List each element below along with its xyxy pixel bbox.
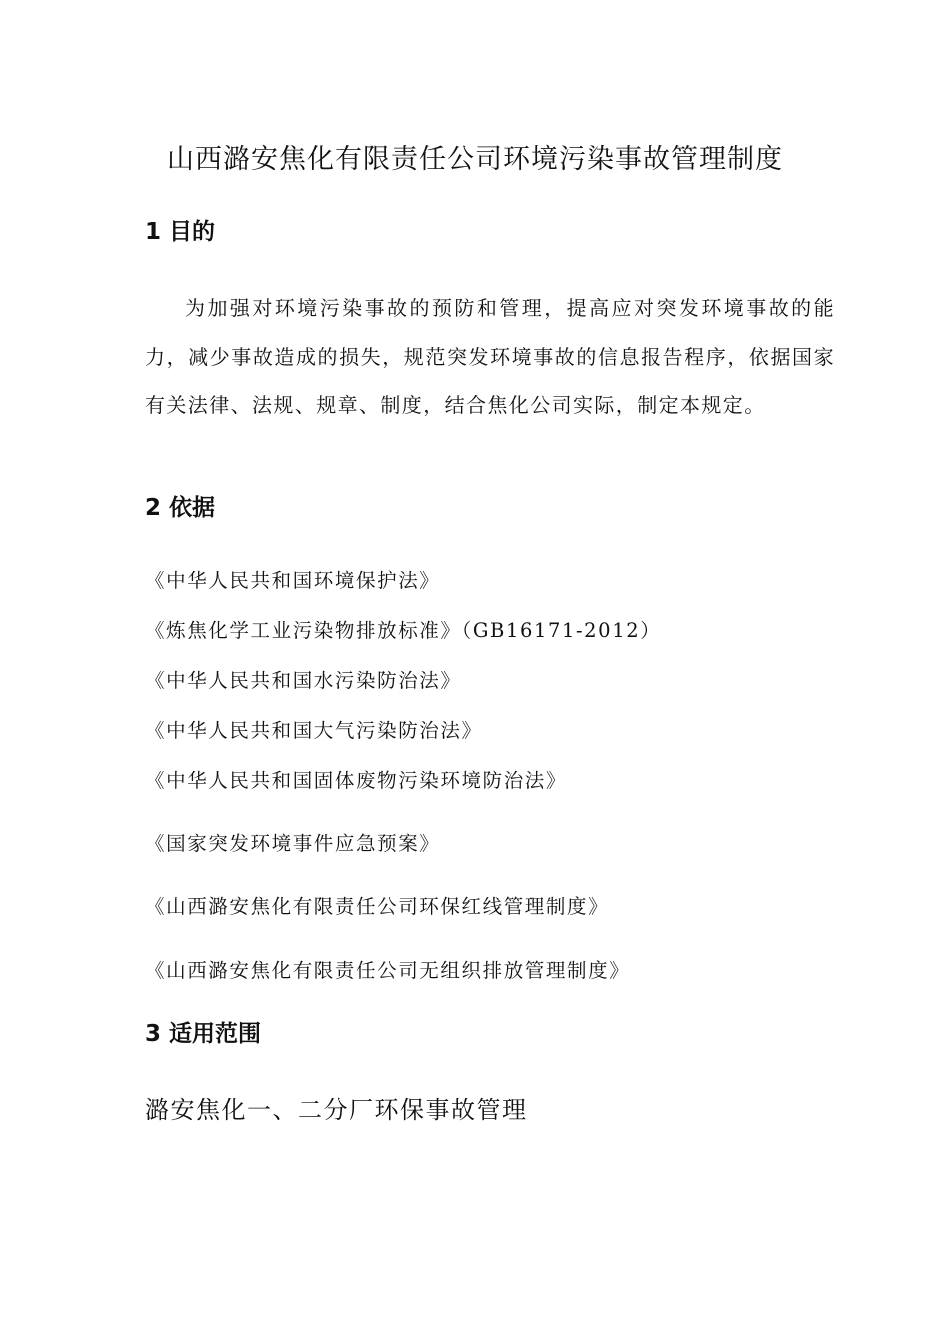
basis-item: 《中华人民共和国固体废物污染环境防治法》 bbox=[145, 769, 568, 792]
basis-item: 《山西潞安焦化有限责任公司无组织排放管理制度》 bbox=[145, 959, 631, 982]
basis-item: 《国家突发环境事件应急预案》 bbox=[145, 832, 441, 855]
section-body-purpose: 为加强对环境污染事故的预防和管理，提高应对突发环境事故的能力，减少事故造成的损失，规范突发环境事故的信息报告程序，依据国家有关法律、法规、规章、制度，结合焦化公司实际，制定本规定。 bbox=[145, 296, 835, 417]
section-heading-scope: 3 适用范围 bbox=[145, 1021, 262, 1047]
basis-item: 《中华人民共和国环境保护法》 bbox=[145, 569, 441, 592]
basis-item: 《炼焦化学工业污染物排放标准》（GB16171-2012） bbox=[145, 619, 662, 642]
document-title: 山西潞安焦化有限责任公司环境污染事故管理制度 bbox=[167, 144, 783, 175]
section-heading-basis: 2 依据 bbox=[145, 495, 216, 521]
basis-item: 《山西潞安焦化有限责任公司环保红线管理制度》 bbox=[145, 895, 610, 918]
section-heading-purpose: 1 目的 bbox=[145, 219, 216, 245]
basis-item: 《中华人民共和国大气污染防治法》 bbox=[145, 719, 483, 742]
section-body-scope: 潞安焦化一、二分厂环保事故管理 bbox=[145, 1096, 528, 1124]
basis-item: 《中华人民共和国水污染防治法》 bbox=[145, 669, 462, 692]
